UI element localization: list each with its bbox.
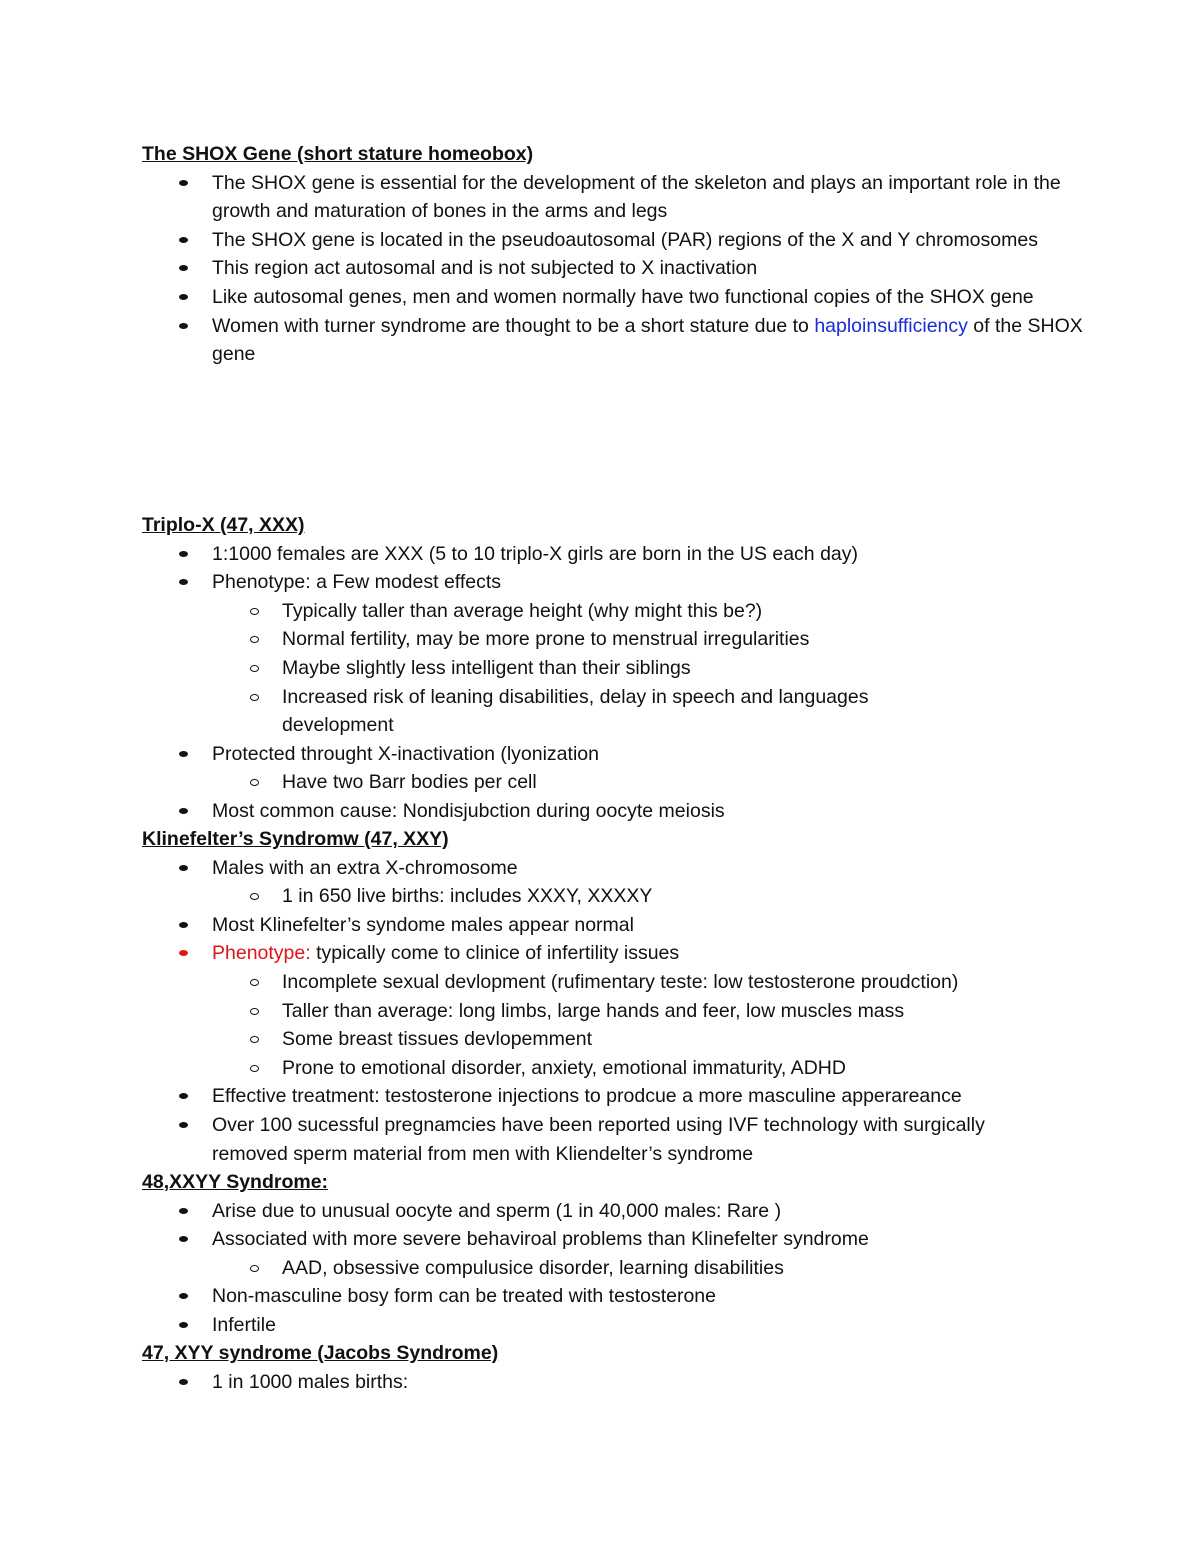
hollow-bullet-icon (250, 1065, 259, 1072)
jacobs-list (142, 1368, 1102, 1397)
sub-list-item: 1 in 650 live births: includes XXXY, XXXXY (212, 882, 1102, 911)
bullet-icon (179, 1093, 188, 1099)
list-item: Over 100 sucessful pregnamcies have been reported using IVF technology with surgically removed sperm material from men with Kliendelter’s syndrome (142, 1111, 1102, 1168)
heading-triplo-x: Triplo-X (47, XXX) (142, 514, 305, 536)
hollow-bullet-icon (250, 608, 259, 615)
sub-list-item: AAD, obsessive compulusice disorder, learning disabilities (212, 1254, 1102, 1283)
hollow-bullet-icon (250, 636, 259, 643)
list-item: 1 in 1000 males births: (142, 1368, 1102, 1397)
list-item: Phenotype: a Few modest effects Typically taller than average height (why might this be?) Normal fertility, may be more prone to menstrual irregularities Maybe slightly less intelligent than their siblings Increased risk of leaning disabilities, delay in speech and languages development (142, 568, 1102, 740)
bullet-icon (179, 751, 188, 757)
xxyy-list (142, 1197, 1102, 1340)
list-item: Males with an extra X-chromosome 1 in 650 live births: includes XXXY, XXXXY (142, 854, 1102, 911)
section-shox (142, 140, 1102, 369)
sub-list (212, 882, 1102, 911)
section-klinefelter (142, 825, 1102, 1168)
hollow-bullet-icon (250, 779, 259, 786)
bullet-icon (179, 1293, 188, 1299)
bullet-icon (179, 579, 188, 585)
sub-list-item: Have two Barr bodies per cell (212, 768, 1102, 797)
triplo-list (142, 540, 1102, 826)
list-item: This region act autosomal and is not subjected to X inactivation (142, 254, 1102, 283)
list-item: Protected throught X-inactivation (lyonization Have two Barr bodies per cell (142, 740, 1102, 797)
hollow-bullet-icon (250, 1008, 259, 1015)
red-bullet-icon (179, 950, 188, 956)
list-item: Non-masculine bosy form can be treated with testosterone (142, 1282, 1102, 1311)
bullet-icon (179, 1322, 188, 1328)
bullet-icon (179, 180, 188, 186)
list-item: Most Klinefelter’s syndome males appear normal (142, 911, 1102, 940)
bullet-icon (179, 1208, 188, 1214)
bullet-icon (179, 323, 188, 329)
sub-list-item: Typically taller than average height (why might this be?) (212, 597, 1102, 626)
haploinsufficiency-link[interactable]: haploinsufficiency (814, 314, 968, 337)
list-item: Most common cause: Nondisjubction during oocyte meiosis (142, 797, 1102, 826)
shox-list (142, 169, 1102, 369)
list-item: Like autosomal genes, men and women normally have two functional copies of the SHOX gene (142, 283, 1102, 312)
klinefelter-list (142, 854, 1102, 1169)
sub-list-item: Normal fertility, may be more prone to menstrual irregularities (212, 625, 1102, 654)
list-item: Arise due to unusual oocyte and sperm (1 in 40,000 males: Rare ) (142, 1197, 1102, 1226)
list-item: 1:1000 females are XXX (5 to 10 triplo-X girls are born in the US each day) (142, 540, 1102, 569)
heading-klinefelter: Klinefelter’s Syndromw (47, XXY) (142, 828, 449, 850)
bullet-icon (179, 1379, 188, 1385)
bullet-icon (179, 865, 188, 871)
sub-list (212, 968, 1102, 1082)
sub-list-item: Incomplete sexual devlopment (rufimentary teste: low testosterone proudction) (212, 968, 1102, 997)
list-item: Effective treatment: testosterone injections to prodcue a more masculine apperareance (142, 1082, 1102, 1111)
section-jacobs (142, 1339, 1102, 1396)
hollow-bullet-icon (250, 1265, 259, 1272)
sub-list-item: Taller than average: long limbs, large hands and feer, low muscles mass (212, 997, 1102, 1026)
sub-list (212, 1254, 1102, 1283)
heading-jacobs: 47, XYY syndrome (Jacobs Syndrome) (142, 1342, 499, 1364)
hollow-bullet-icon (250, 694, 259, 701)
section-xxyy (142, 1168, 1102, 1340)
bullet-icon (179, 265, 188, 271)
sub-list (212, 768, 1102, 797)
section-triplo-x (142, 511, 1102, 826)
bullet-icon (179, 922, 188, 928)
hollow-bullet-icon (250, 665, 259, 672)
bullet-icon (179, 1122, 188, 1128)
hollow-bullet-icon (250, 893, 259, 900)
bullet-icon (179, 808, 188, 814)
bullet-icon (179, 1236, 188, 1242)
hollow-bullet-icon (250, 1036, 259, 1043)
sub-list-item: Maybe slightly less intelligent than their siblings (212, 654, 1102, 683)
sub-list-item: Prone to emotional disorder, anxiety, emotional immaturity, ADHD (212, 1054, 1102, 1083)
heading-xxyy: 48,XXYY Syndrome: (142, 1171, 329, 1193)
list-item: Associated with more severe behaviroal problems than Klinefelter syndrome AAD, obsessive compulusice disorder, learning disabilities (142, 1225, 1102, 1282)
bullet-icon (179, 294, 188, 300)
hollow-bullet-icon (250, 979, 259, 986)
heading-shox: The SHOX Gene (short stature homeobox) (142, 143, 534, 165)
bullet-icon (179, 551, 188, 557)
list-item: Women with turner syndrome are thought to be a short stature due to haploinsufficiency of the SHOX gene (142, 312, 1102, 369)
sub-list (212, 597, 1102, 740)
sub-list-item: Some breast tissues devlopemment (212, 1025, 1102, 1054)
list-item: The SHOX gene is located in the pseudoautosomal (PAR) regions of the X and Y chromosomes (142, 226, 1102, 255)
bullet-icon (179, 237, 188, 243)
sub-list-item: Increased risk of leaning disabilities, delay in speech and languages development (212, 683, 1102, 740)
list-item: The SHOX gene is essential for the development of the skeleton and plays an important role in the growth and maturation of bones in the arms and legs (142, 169, 1102, 226)
list-item: Phenotype: typically come to clinice of infertility issues Incomplete sexual devlopment (rufimentary teste: low testosterone proudction) Taller than average: long limbs, large hands and feer, low muscles mass Some breast tissues devlopemment Prone to emotional disorder, anxiety, emotional immaturity, ADHD (142, 939, 1102, 1082)
list-item: Infertile (142, 1311, 1102, 1340)
